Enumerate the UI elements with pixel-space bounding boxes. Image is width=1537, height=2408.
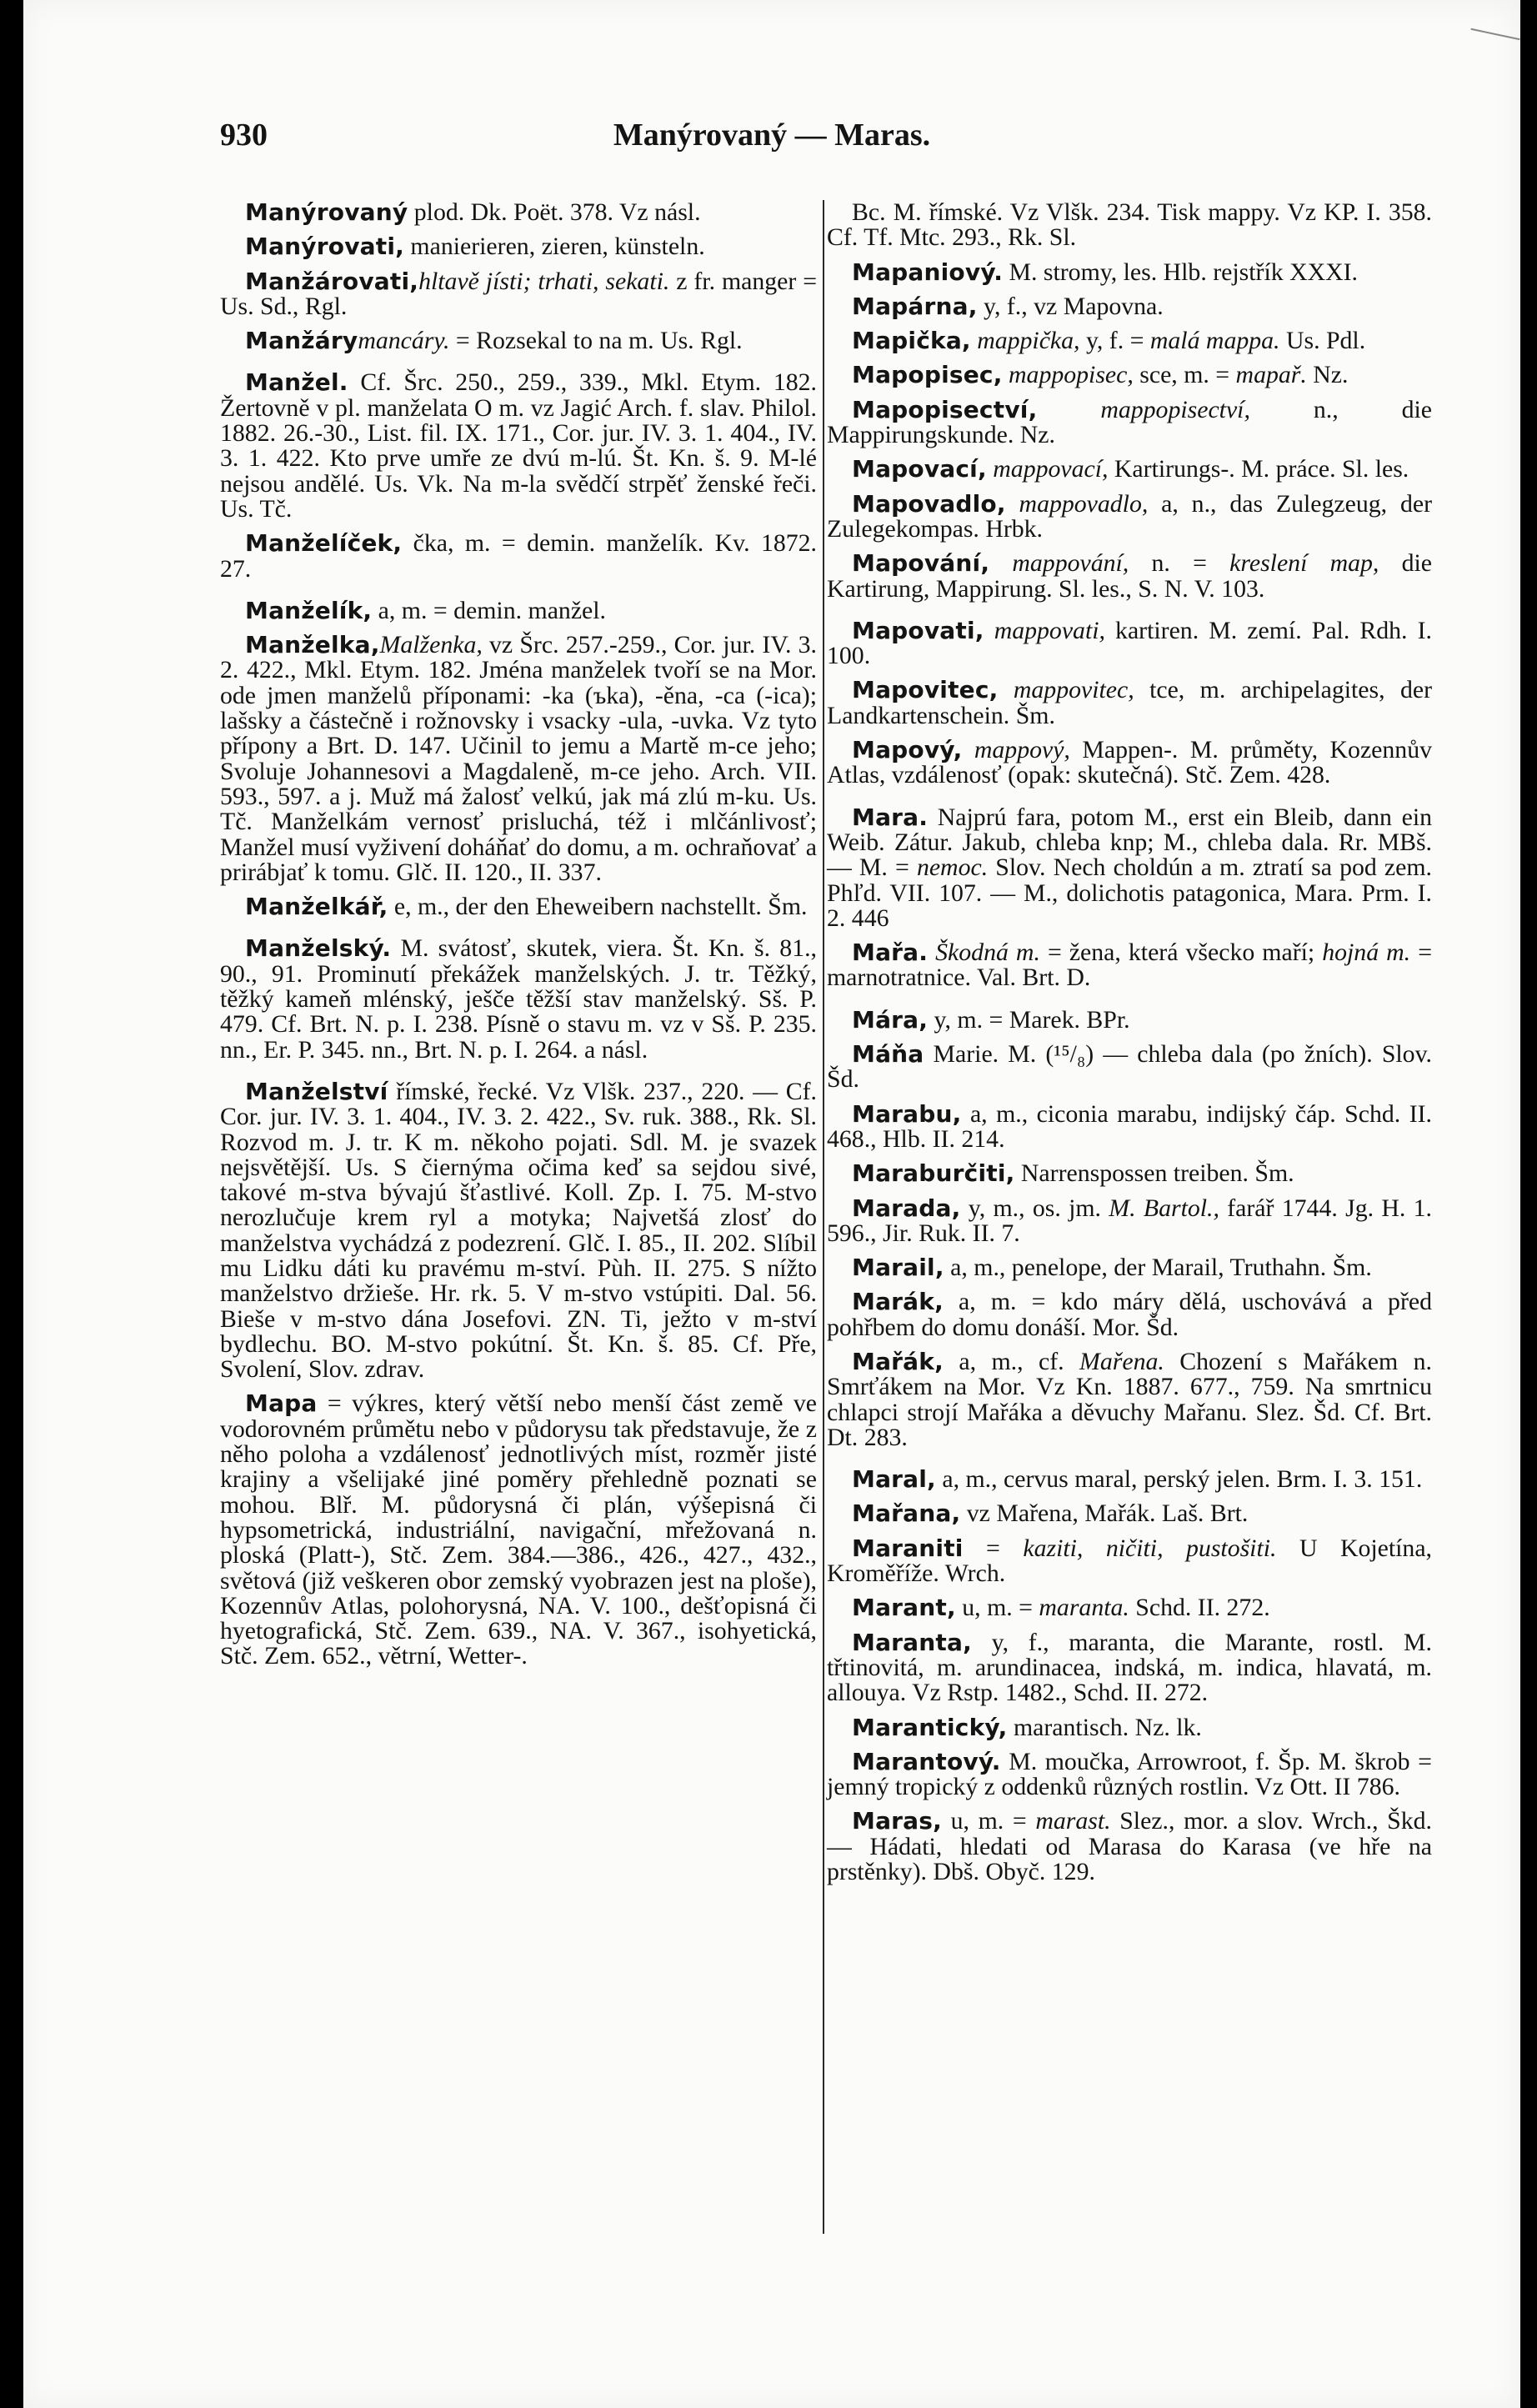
headword: Mapový, bbox=[852, 736, 963, 764]
entry-text: a, m., cervus maral, perský jelen. Brm. I. 3. 151. bbox=[935, 1465, 1423, 1494]
dictionary-entry bbox=[827, 940, 1432, 991]
dictionary-page bbox=[23, 0, 1520, 2408]
entry-text: a, m., cf. bbox=[943, 1347, 1080, 1375]
headword: Mapaniový. bbox=[852, 258, 1004, 286]
headword: Maral, bbox=[852, 1465, 936, 1494]
entry-text: Mappen-. M. průměty, Kozennův Atlas, vzdálenosť (opak: skutečná). Stč. Zem. 428. bbox=[827, 736, 1432, 789]
dictionary-entry bbox=[827, 678, 1432, 728]
entry-text: e, m., der den Eheweibern nachstellt. Šm. bbox=[388, 893, 808, 921]
dictionary-entry bbox=[827, 1747, 1432, 1801]
italic-text: Mařena. bbox=[1079, 1347, 1164, 1375]
dictionary-entry bbox=[220, 598, 817, 623]
entry-text: marantisch. Nz. lk. bbox=[1007, 1713, 1202, 1741]
dictionary-entry bbox=[220, 370, 817, 522]
headword: Mapa bbox=[245, 1389, 318, 1418]
headword: Mapopisec, bbox=[852, 361, 1003, 389]
entry-text: a, n., das Zulegzeug, der Zulegekompas. Hrbk. bbox=[827, 489, 1432, 543]
dictionary-entry bbox=[827, 1630, 1432, 1706]
entry-text: Chození s Mařákem n. Smrťákem na Mor. Vz Kn. 1887. 677., 759. Na smrtnicu chlapci strojí Mařáka a děvuchy Mařanu. Slez. Šd. Cf. Brt. Dt. 283. bbox=[827, 1347, 1432, 1451]
entry-text: Najprú fara, potom M., erst ein Bleib, dann ein Weib. Zátur. Jakub, chleba knp; M., chleba dala. Rr. MBš. — M. = bbox=[827, 803, 1432, 882]
dictionary-entry bbox=[827, 260, 1432, 285]
entry-text: n., die Mappirungskunde. Nz. bbox=[827, 395, 1432, 449]
entry-text: = marnotratnice. Val. Brt. D. bbox=[827, 939, 1432, 992]
entry-text: y, m., os. jm. bbox=[960, 1194, 1109, 1222]
headword: Maraburčiti, bbox=[852, 1159, 1015, 1188]
dictionary-entry bbox=[827, 395, 1432, 449]
dictionary-entry bbox=[827, 1005, 1432, 1034]
italic-text: mappový, bbox=[962, 736, 1070, 764]
entry-text: a, m., penelope, der Marail, Truthahn. Šm. bbox=[944, 1254, 1372, 1282]
headword: Marada, bbox=[852, 1194, 961, 1222]
italic-text: hltavě jísti; trhati, sekati. bbox=[418, 267, 670, 295]
entry-text: Rozsekal to na m. Us. Rgl. bbox=[476, 327, 743, 355]
headword: Manželství bbox=[245, 1077, 388, 1105]
dictionary-entry bbox=[220, 936, 817, 1062]
entry-text: y, f. = bbox=[1079, 327, 1150, 355]
headword: Mapička, bbox=[852, 327, 971, 355]
headword: Mára, bbox=[852, 1005, 929, 1034]
dictionary-entry bbox=[220, 200, 817, 225]
dictionary-entry bbox=[220, 1391, 817, 1669]
headword: Marantový. bbox=[852, 1747, 1001, 1775]
column-divider bbox=[823, 200, 824, 2234]
headword: Máňa bbox=[852, 1040, 924, 1069]
headword: Mapopisectví, bbox=[852, 395, 1038, 423]
dictionary-entry bbox=[827, 1161, 1432, 1186]
entry-text: a, m. = demin. manžel. bbox=[372, 596, 606, 624]
italic-text: mappovadlo, bbox=[1005, 489, 1149, 518]
entry-text: = bbox=[963, 1534, 1024, 1562]
entry-text: Marie. M. (¹⁵/₈) — chleba dala (po žních). Slov. Šd. bbox=[827, 1040, 1432, 1094]
italic-text: malá mappa. bbox=[1149, 327, 1280, 355]
entry-text: vz Mařena, Mařák. Laš. Brt. bbox=[960, 1499, 1249, 1528]
dictionary-entry bbox=[220, 234, 817, 259]
entry-text: Narrenspossen treiben. Šm. bbox=[1014, 1159, 1294, 1188]
italic-text: nemoc. bbox=[916, 854, 989, 882]
dictionary-entry bbox=[827, 1042, 1432, 1093]
dictionary-entry bbox=[220, 1079, 817, 1383]
entry-text: tce, m. archipelagites, der Landkartenschein. Šm. bbox=[827, 676, 1432, 729]
italic-text: mappička, bbox=[970, 327, 1080, 355]
entry-text: kartiren. M. zemí. Pal. Rdh. I. 100. bbox=[827, 616, 1432, 670]
italic-text: marast. bbox=[1035, 1807, 1111, 1835]
left-column bbox=[220, 200, 817, 1679]
entry-text: y, f., maranta, die Marante, rostl. M. třtinovitá, m. arundinacea, indská, m. indica, hlavatá, m. allouya. Vz Rstp. 1482., Schd. II. 272. bbox=[827, 1628, 1432, 1707]
italic-text: hojná m. bbox=[1322, 939, 1411, 967]
dictionary-entry bbox=[827, 1099, 1432, 1153]
dictionary-entry bbox=[827, 363, 1432, 388]
entry-text: = bbox=[449, 327, 477, 355]
page-number: 930 bbox=[220, 118, 268, 153]
headword: Manželkář, bbox=[245, 893, 388, 921]
headword: Maranta, bbox=[852, 1628, 972, 1656]
entry-text: M. moučka, Arrowroot, f. Šp. M. škrob = jemný tropický z oddenků různých rostlin. Vz Ott. II 786. bbox=[827, 1747, 1432, 1801]
entry-text: U Kojetína, Kroměříže. Wrch. bbox=[827, 1534, 1433, 1588]
entry-text: farář 1744. Jg. H. 1. 596., Jir. Ruk. II. 7. bbox=[827, 1194, 1432, 1247]
italic-text: mapař. bbox=[1235, 361, 1307, 389]
headword: Mara. bbox=[852, 803, 929, 831]
dictionary-entry bbox=[220, 531, 817, 582]
dictionary-entry bbox=[827, 457, 1432, 482]
entry-text: vz bbox=[482, 631, 520, 659]
headword: Mapovadlo, bbox=[852, 489, 1006, 518]
entry-text: římské, řecké. Vz Vlšk. 237., 220. — Cf. Cor. jur. IV. 3. 1. 404., IV. 3. 2. 422., Sv. ruk. 388., Rk. Sl. Rozvod m. J. tr. K m. někoho pojati. Sdl. M. je svazek nejsvětější. Us. S čiernýma očima keď sa sejdou sivé, takové m-stva bývajú šťastlivé. Koll. Zp. I. 75. M-stvo nerozlučuje krem ryl a motyka; Najvetšá zlosť do manželstva vychádzá z podezrení. Glč. I. 85., II. 202. Slíbil mu Lidku dáti ku pravému m-ství. Pùh. II. 275. S nížto manželstvo držieše. Hr. rk. 5. V m-stvo vstúpiti. Dal. 56. Bieše v m-stvo dána Josefovi. ZN. Ti, ježto v m-ství bydlechu. BO. M-stvo pokútní. Št. Kn. š. 85. Cf. Pře, Svolení, Slov. zdrav. bbox=[220, 1077, 817, 1384]
dictionary-entry bbox=[827, 1289, 1432, 1340]
dictionary-entry bbox=[827, 328, 1432, 353]
headword: Marabu, bbox=[852, 1099, 962, 1128]
headword: Manžel. bbox=[245, 368, 348, 397]
entry-text: u, m. = bbox=[955, 1594, 1039, 1622]
entry-text: Slov. Nech choldún a m. ztratí sa pod zem. Phľd. VII. 107. — M., dolichotis patagonica, Mara. Prm. I. 2. 446 bbox=[827, 854, 1432, 932]
headword: Mapovati, bbox=[852, 616, 984, 644]
headword: Mařák, bbox=[852, 1347, 944, 1375]
dictionary-entry bbox=[827, 1255, 1432, 1280]
entry-text: die Kartirung, Mappirung. Sl. les., S. N. V. 103. bbox=[827, 549, 1433, 603]
entry-text: Šrc. 257.-259., Cor. jur. IV. 3. 2. 422., Mkl. Etym. 182. Jména manželek tvoří se na Mor. ode jmen manželů příponami: -ka (ъka), -ěna, -ca (-ica); lašsky a částečně i rožnovsky i vsacky -ula, -uvka. Vz tyto přípony a Brt. D. 147. Učinil to jemu a Martě m-ce jeho; Svoluje Johannesovi a Magdaleně, m-ce jeho. Arch. VII. 593., 597. a j. Muž má žalosť velkú, jak má zlú m-ku. Us. Tč. Manželkám vernosť prisluchá, též i mlčánlivosť; Manžel musí vyživení doháňať do domu, a m. ochraňovať a prirábjať k tomu. Glč. II. 120., II. 337. bbox=[220, 631, 817, 886]
italic-text: mappovací, bbox=[986, 455, 1109, 483]
entry-text: manierieren, zieren, künsteln. bbox=[403, 233, 705, 261]
italic-text: mappovitec, bbox=[998, 676, 1134, 704]
italic-text: mancáry. bbox=[358, 327, 450, 355]
headword: Maras, bbox=[852, 1807, 942, 1835]
entry-text: y, f., vz Mapovna. bbox=[977, 292, 1164, 320]
dictionary-entry bbox=[827, 1595, 1432, 1620]
entry-text: Bc. M. římské. Vz Vlšk. 234. Tisk mappy. Vz KP. I. 358. Cf. Tf. Mtc. 293., Rk. Sl. bbox=[827, 198, 1432, 252]
entry-text: = žena, která všecko maří; bbox=[1039, 939, 1323, 967]
dictionary-entry bbox=[827, 1536, 1432, 1587]
dictionary-entry bbox=[220, 328, 817, 353]
dictionary-entry bbox=[220, 894, 817, 919]
headword: Marant, bbox=[852, 1594, 956, 1622]
page-title: Manýrovaný — Maras. bbox=[613, 118, 931, 153]
entry-text: Cf. Šrc. 250., 259., 339., Mkl. Etym. 182. Žertovně v pl. manželata O m. vz Jagić Arch. f. slav. Philol. 1882. 26.-30., List. fil. IX. 171., Cor. jur. IV. 3. 1. 404., IV. 3. 1. 422. Kto prve umře ze dvú m-lú. Št. Kn. š. 9. M-lé nejsou andělé. Us. Vk. Na m-la svědčí strpěť ženské řeči. Us. Tč. bbox=[220, 368, 817, 523]
headword: Manželík, bbox=[245, 596, 373, 624]
dictionary-entry bbox=[827, 1467, 1432, 1492]
headword: Manžárovati, bbox=[245, 267, 419, 295]
entry-text: Us. Pdl. bbox=[1279, 327, 1366, 355]
dictionary-entry bbox=[827, 489, 1432, 543]
dictionary-entry bbox=[827, 1715, 1432, 1740]
headword: Marantický, bbox=[852, 1713, 1008, 1741]
entry-text: Kartirungs-. M. práce. Sl. les. bbox=[1108, 455, 1409, 483]
entry-text: M. stromy, les. Hlb. rejstřík XXXI. bbox=[1003, 258, 1358, 286]
entry-text: z fr. manger = bbox=[669, 267, 817, 295]
headword: Manýrovati, bbox=[245, 233, 404, 261]
headword: Manýrovaný bbox=[245, 198, 408, 226]
headword: Maraniti bbox=[852, 1534, 964, 1562]
entry-text: čka, m. = demin. manželík. Kv. 1872. 27. bbox=[220, 529, 817, 583]
italic-text: Škodná m. bbox=[928, 939, 1040, 967]
italic-text: Malženka, bbox=[379, 631, 483, 659]
entry-text: a, m. = kdo máry dělá, uschovává a před pohřbem do domu donáší. Mor. Šd. bbox=[827, 1288, 1432, 1341]
italic-text: mappovati, bbox=[984, 616, 1105, 644]
dictionary-entry bbox=[827, 1809, 1432, 1885]
italic-text: mappování, bbox=[989, 549, 1129, 578]
headword: Manželíček, bbox=[245, 529, 403, 558]
entry-text: sce, m. = bbox=[1133, 361, 1236, 389]
italic-text: kaziti, ničiti, pustošiti. bbox=[1023, 1534, 1277, 1562]
headword: Marák, bbox=[852, 1288, 944, 1316]
entry-text: Slez., mor. a slov. Wrch., Škd. — Hádati, hledati od Marasa do Karasa (ve hře na prstěnky). Dbš. Obyč. 129. bbox=[827, 1807, 1433, 1886]
headword: Mařana, bbox=[852, 1499, 961, 1528]
italic-text: maranta. bbox=[1039, 1594, 1129, 1622]
entry-text: plod. Dk. Poët. 378. Vz násl. bbox=[408, 198, 701, 226]
dictionary-entry bbox=[827, 1501, 1432, 1526]
entry-text: Us. Sd., Rgl. bbox=[220, 292, 348, 320]
dictionary-entry bbox=[827, 738, 1432, 788]
entry-text: a, m., ciconia marabu, indijský čáp. Schd. II. 468., Hlb. II. 214. bbox=[827, 1099, 1432, 1153]
dictionary-entry bbox=[827, 551, 1432, 602]
dictionary-entry bbox=[827, 1349, 1432, 1450]
entry-text: = výkres, který větší nebo menší část země ve vodorovném průmětu nebo v půdorysu tak představuje, že z něho poloha a vzdálenosť jednotlivých míst, rozměr jisté krajiny a všelijaké jiné poměry přehledně poznati se mohou. Blř. M. půdorysná či plán, výšepisná či hypsometrická, industriální, navigační, mřežovaná n. ploská (Platt-), Stč. Zem. 384.—386., 426., 427., 432., světová (již veškeren obor zemský vyobrazen jest na ploše), Kozennův Atlas, polohorysná, NA. V. 100., dešťopisná či hyetografická, Stč. Zem. 639., NA. V. 367., isohyetická, Stč. Zem. 652., větrní, Wetter-. bbox=[220, 1389, 817, 1670]
italic-text: mappopisec, bbox=[1002, 361, 1134, 389]
entry-text: y, m. = Marek. BPr. bbox=[928, 1005, 1130, 1034]
headword: Manžáry bbox=[245, 327, 358, 355]
entry-text: n. = bbox=[1129, 549, 1230, 578]
italic-text: M. Bartol., bbox=[1109, 1194, 1219, 1222]
dictionary-entry bbox=[827, 294, 1432, 319]
italic-text: mappopisectví, bbox=[1037, 395, 1250, 423]
dictionary-entry bbox=[220, 633, 817, 885]
entry-text: Schd. II. 272. bbox=[1129, 1594, 1270, 1622]
entry-text: u, m. = bbox=[941, 1807, 1036, 1835]
headword: Mapárna, bbox=[852, 292, 978, 320]
scan-artifact bbox=[1470, 28, 1519, 40]
headword: Mapovací, bbox=[852, 455, 987, 483]
dictionary-entry bbox=[827, 618, 1432, 669]
headword: Mapovitec, bbox=[852, 676, 999, 704]
dictionary-entry bbox=[827, 805, 1432, 931]
headword: Mapování, bbox=[852, 549, 990, 578]
headword: Marail, bbox=[852, 1254, 944, 1282]
headword: Mařa. bbox=[852, 939, 929, 967]
entry-text: M. svátosť, skutek, viera. Št. Kn. š. 81., 90., 91. Prominutí překážek manželských. J. tr. Těžký, těžký kameň mlénský, ješče těžší stav manželský. Sš. P. 479. Cf. Brt. N. p. I. 238. Písně o stavu m. vz v Sš. P. 235. nn., Er. P. 345. nn., Brt. N. p. I. 264. a násl. bbox=[220, 934, 817, 1064]
dictionary-entry bbox=[827, 1196, 1432, 1247]
running-head bbox=[23, 117, 1520, 167]
headword: Manželský. bbox=[245, 934, 392, 963]
italic-text: kreslení map, bbox=[1229, 549, 1379, 578]
dictionary-entry bbox=[220, 269, 817, 320]
headword: Manželka, bbox=[245, 631, 380, 659]
dictionary-entry bbox=[827, 200, 1432, 251]
entry-text: Nz. bbox=[1306, 361, 1349, 389]
right-column bbox=[827, 200, 1432, 1894]
